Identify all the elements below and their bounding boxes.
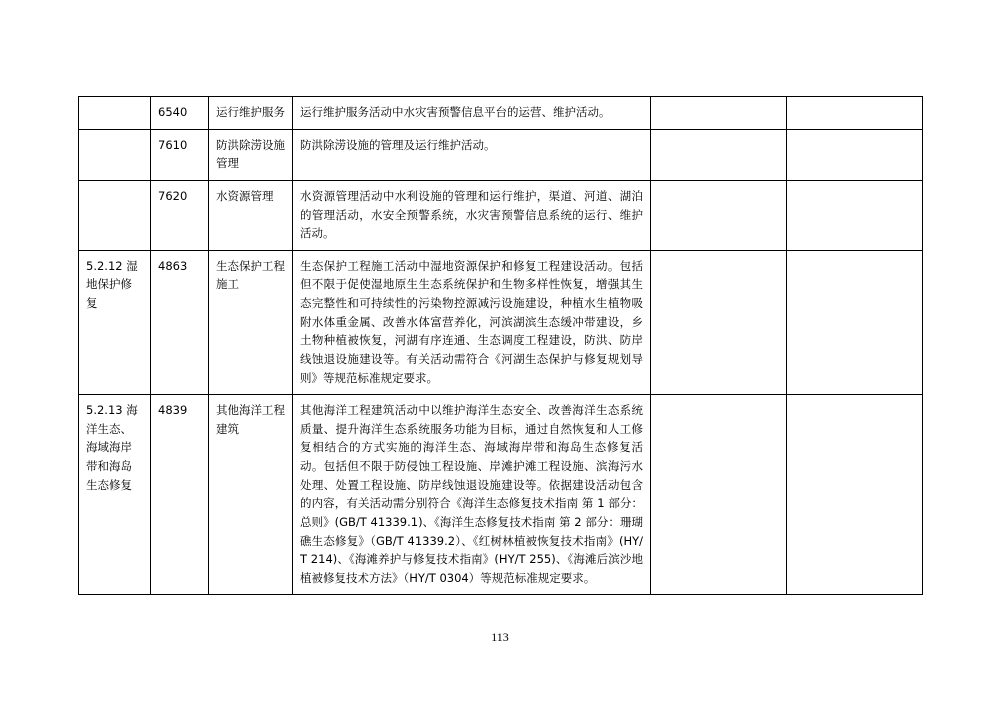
row-col6 — [787, 180, 923, 250]
row-col5 — [651, 180, 787, 250]
row-code: 7610 — [151, 129, 209, 180]
row-code: 7620 — [151, 180, 209, 250]
row-col5 — [651, 129, 787, 180]
row-description: 水资源管理活动中水利设施的管理和运行维护，渠道、河道、湖泊的管理活动，水安全预警系统，水灾害预警信息系统的运行、维护活动。 — [293, 180, 651, 250]
row-code: 4863 — [151, 250, 209, 394]
page-number: 113 — [491, 630, 509, 644]
row-code: 4839 — [151, 395, 209, 595]
row-col6 — [787, 395, 923, 595]
classification-table — [78, 96, 923, 595]
row-col6 — [787, 129, 923, 180]
row-code: 6540 — [151, 97, 209, 130]
row-col5 — [651, 395, 787, 595]
row-category — [79, 180, 151, 250]
row-name: 生态保护工程施工 — [209, 250, 293, 394]
row-description: 生态保护工程施工活动中湿地资源保护和修复工程建设活动。包括但不限于促使湿地原生生态系统保护和生物多样性恢复，增强其生态完整性和可持续性的污染物控源减污设施建设，种植水生植物吸附水体重金属、改善水体富营养化，河滨湖滨生态缓冲带建设，乡土物种植被恢复，河湖有序连通、生态调度工程建设，防洪、防岸线蚀退设施建设等。有关活动需符合《河湖生态保护与修复规划导则》等规范标准规定要求。 — [293, 250, 651, 394]
row-description: 运行维护服务活动中水灾害预警信息平台的运营、维护活动。 — [293, 97, 651, 130]
row-category: 5.2.13 海洋生态、海域海岸带和海岛生态修复 — [79, 395, 151, 595]
table-row — [79, 250, 923, 394]
table-row — [79, 97, 923, 130]
table-sheet — [78, 96, 922, 595]
row-category — [79, 97, 151, 130]
row-description: 防洪除涝设施的管理及运行维护活动。 — [293, 129, 651, 180]
row-name: 其他海洋工程建筑 — [209, 395, 293, 595]
table-row — [79, 180, 923, 250]
row-category: 5.2.12 湿地保护修复 — [79, 250, 151, 394]
row-description: 其他海洋工程建筑活动中以维护海洋生态安全、改善海洋生态系统质量、提升海洋生态系统服务功能为目标，通过自然恢复和人工修复相结合的方式实施的海洋生态、海域海岸带和海岛生态修复活动。包括但不限于防侵蚀工程设施、岸滩护滩工程设施、滨海污水处理、处置工程设施、防岸线蚀退设施建设等。依据建设活动包含的内容，有关活动需分别符合《海洋生态修复技术指南 第 1 部分：总则》(GB/T 41339.1)、《海洋生态修复技术指南 第 2 部分：珊瑚礁生态修复》（GB/T 41339.2）、《红树林植被恢复技术指南》(HY/T 214)、《海滩养护与修复技术指南》(HY/T 255)、《海滩后滨沙地植被修复技术方法》（HY/T 0304）等规范标准规定要求。 — [293, 395, 651, 595]
row-col5 — [651, 250, 787, 394]
row-name: 防洪除涝设施管理 — [209, 129, 293, 180]
row-col5 — [651, 97, 787, 130]
table-row — [79, 395, 923, 595]
row-name: 水资源管理 — [209, 180, 293, 250]
table-row — [79, 129, 923, 180]
row-col6 — [787, 250, 923, 394]
row-col6 — [787, 97, 923, 130]
row-name: 运行维护服务 — [209, 97, 293, 130]
row-category — [79, 129, 151, 180]
